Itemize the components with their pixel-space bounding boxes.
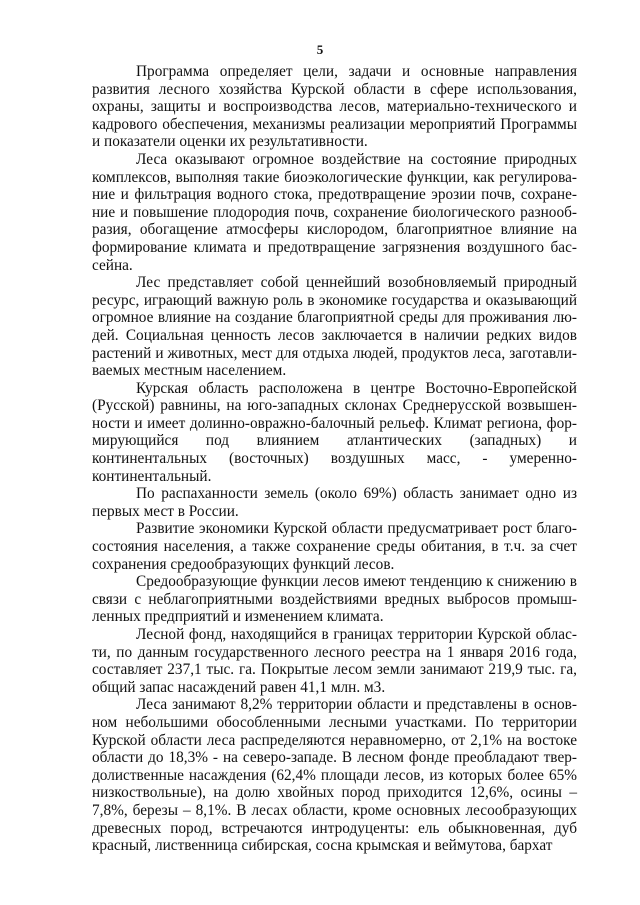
paragraph-forest-functions: Леса оказывают огромное воздействие на состояние природных комплексов, выполняя такие биоэкологические функции, как регулирование и фильтрация водного стока, предотвращение эрозии почв, сохранение и повышение плодородия почв, сохранение биологического разнообразия, обогащение атмосферы кислородом, благоприятное влияние на формирование климата и предотвращение загрязнения воздушного бассейна. <box>92 150 577 274</box>
paragraph-economic-development: Развитие экономики Курской области предусматривает рост благосостояния населения, а также сохранение среды обитания, в т.ч. за счет сохранения средообразующих функций лесов. <box>92 520 577 573</box>
paragraph-forest-composition: Леса занимают 8,2% территории области и представлены в основном небольшими обособленными лесными участками. По территории Курской области леса распределяются неравномерно, от 2,1% на востоке области до 18,3% - на северо-западе. В лесном фонде преобладают твердолиственные насаждения (62,4% площади лесов, из которых более 65% низкоствольные), на долю хвойных пород приходится 12,6%, осины – 7,8%, березы – 8,1%. В лесах области, кроме основных лесообразующих древесных пород, встречаются интродуценты: ель обыкновенная, дуб красный, лиственница сибирская, сосна крымская и веймутова, бархат <box>92 696 577 855</box>
paragraph-program-goals: Программа определяет цели, задачи и основные направления развития лесного хозяйства Курской области в сфере использования, охраны, защиты и воспроизводства лесов, материально-технического и кадрового обеспечения, механизмы реализации мероприятий Программы и показатели оценки их результативности. <box>92 63 577 151</box>
paragraph-forest-fund: Лесной фонд, находящийся в границах территории Курской области, по данным государственного лесного реестра на 1 января 2016 года, составляет 237,1 тыс. га. Покрытые лесом земли занимают 219,9 тыс. га, общий запас насаждений равен 41,1 млн. м3. <box>92 626 577 696</box>
body-text <box>92 63 577 855</box>
paragraph-environmental-functions: Средообразующие функции лесов имеют тенденцию к снижению в связи с неблагоприятными воздействиями вредных выбросов промышленных предприятий и изменением климата. <box>92 573 577 626</box>
page-number: 5 <box>316 42 324 57</box>
paragraph-region-geography: Курская область расположена в центре Восточно-Европейской (Русской) равнины, на юго-западных склонах Среднерусской возвышенности и имеет долинно-овражно-балочный рельеф. Климат региона, формирующийся под влиянием атлантических (западных) и континентальных (восточных) воздушных масс, - умеренно-континентальный. <box>92 379 577 485</box>
paragraph-forest-resource: Лес представляет собой ценнейший возобновляемый природный ресурс, играющий важную роль в экономике государства и оказывающий огромное влияние на создание благоприятной среды для проживания людей. Социальная ценность лесов заключается в наличии редких видов растений и животных, мест для отдыха людей, продуктов леса, заготавливаемых местным населением. <box>92 274 577 380</box>
paragraph-land-plowing: По распаханности земель (около 69%) область занимает одно из первых мест в России. <box>92 485 577 520</box>
